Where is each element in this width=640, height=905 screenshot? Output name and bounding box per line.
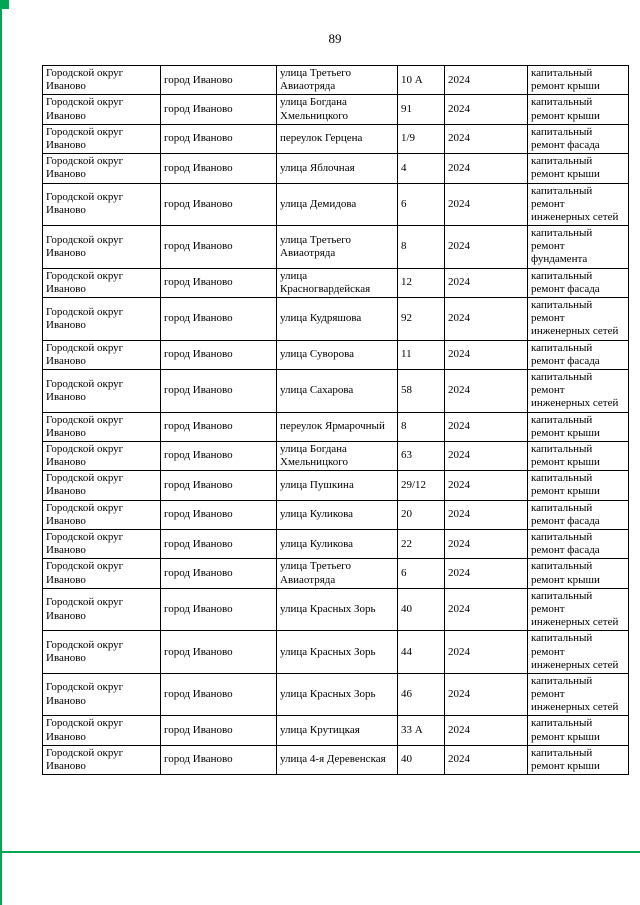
cell-year: 2024: [445, 183, 528, 226]
table-row: [43, 441, 629, 470]
bottom-margin-rule: [0, 851, 640, 853]
cell-repair-type: капитальный ремонт крыши: [528, 559, 629, 588]
cell-district: Городской округ Иваново: [43, 588, 161, 631]
cell-city: город Иваново: [161, 95, 277, 124]
cell-repair-type: капитальный ремонт инженерных сетей: [528, 588, 629, 631]
cell-street: улица Богдана Хмельницкого: [277, 95, 398, 124]
cell-repair-type: капитальный ремонт крыши: [528, 95, 629, 124]
cell-city: город Иваново: [161, 298, 277, 341]
cell-district: Городской округ Иваново: [43, 268, 161, 297]
cell-house-number: 40: [398, 588, 445, 631]
cell-street: улица Демидова: [277, 183, 398, 226]
cell-street: улица Красных Зорь: [277, 631, 398, 674]
cell-house-number: 20: [398, 500, 445, 529]
cell-house-number: 44: [398, 631, 445, 674]
table-row: [43, 369, 629, 412]
cell-year: 2024: [445, 95, 528, 124]
cell-street: улица Сахарова: [277, 369, 398, 412]
cell-year: 2024: [445, 268, 528, 297]
cell-city: город Иваново: [161, 471, 277, 500]
cell-city: город Иваново: [161, 631, 277, 674]
table-row: [43, 471, 629, 500]
cell-city: город Иваново: [161, 441, 277, 470]
cell-city: город Иваново: [161, 588, 277, 631]
cell-repair-type: капитальный ремонт инженерных сетей: [528, 369, 629, 412]
cell-house-number: 4: [398, 154, 445, 183]
cell-district: Городской округ Иваново: [43, 183, 161, 226]
cell-street: улица Куликова: [277, 530, 398, 559]
cell-repair-type: капитальный ремонт крыши: [528, 412, 629, 441]
cell-year: 2024: [445, 559, 528, 588]
cell-year: 2024: [445, 673, 528, 716]
cell-house-number: 33 А: [398, 716, 445, 745]
cell-city: город Иваново: [161, 673, 277, 716]
cell-district: Городской округ Иваново: [43, 226, 161, 269]
cell-house-number: 91: [398, 95, 445, 124]
left-margin-rule: [0, 0, 2, 905]
cell-house-number: 58: [398, 369, 445, 412]
cell-house-number: 92: [398, 298, 445, 341]
table-row: [43, 268, 629, 297]
cell-house-number: 63: [398, 441, 445, 470]
table-row: [43, 124, 629, 153]
cell-street: улица Пушкина: [277, 471, 398, 500]
cell-house-number: 1/9: [398, 124, 445, 153]
cell-year: 2024: [445, 441, 528, 470]
cell-repair-type: капитальный ремонт крыши: [528, 66, 629, 95]
cell-district: Городской округ Иваново: [43, 154, 161, 183]
cell-city: город Иваново: [161, 412, 277, 441]
table-row: [43, 298, 629, 341]
page-number: 89: [328, 31, 342, 46]
cell-street: переулок Герцена: [277, 124, 398, 153]
cell-city: город Иваново: [161, 340, 277, 369]
cell-house-number: 11: [398, 340, 445, 369]
cell-year: 2024: [445, 471, 528, 500]
cell-district: Городской округ Иваново: [43, 716, 161, 745]
cell-city: город Иваново: [161, 530, 277, 559]
cell-city: город Иваново: [161, 154, 277, 183]
cell-repair-type: капитальный ремонт крыши: [528, 745, 629, 774]
cell-district: Городской округ Иваново: [43, 471, 161, 500]
cell-street: улица Третьего Авиаотряда: [277, 559, 398, 588]
cell-year: 2024: [445, 226, 528, 269]
cell-year: 2024: [445, 588, 528, 631]
cell-district: Городской округ Иваново: [43, 66, 161, 95]
cell-year: 2024: [445, 369, 528, 412]
cell-city: город Иваново: [161, 226, 277, 269]
cell-repair-type: капитальный ремонт инженерных сетей: [528, 673, 629, 716]
cell-city: город Иваново: [161, 268, 277, 297]
cell-repair-type: капитальный ремонт крыши: [528, 154, 629, 183]
cell-repair-type: капитальный ремонт фундамента: [528, 226, 629, 269]
cell-repair-type: капитальный ремонт крыши: [528, 716, 629, 745]
cell-district: Городской округ Иваново: [43, 673, 161, 716]
cell-street: улица Красных Зорь: [277, 588, 398, 631]
table-row: [43, 183, 629, 226]
cell-street: улица Богдана Хмельницкого: [277, 441, 398, 470]
cell-house-number: 8: [398, 412, 445, 441]
table-row: [43, 412, 629, 441]
cell-year: 2024: [445, 530, 528, 559]
table-row: [43, 673, 629, 716]
cell-city: город Иваново: [161, 559, 277, 588]
cell-year: 2024: [445, 340, 528, 369]
cell-district: Городской округ Иваново: [43, 340, 161, 369]
cell-repair-type: капитальный ремонт фасада: [528, 340, 629, 369]
cell-district: Городской округ Иваново: [43, 95, 161, 124]
cell-street: улица Третьего Авиаотряда: [277, 226, 398, 269]
cell-repair-type: капитальный ремонт инженерных сетей: [528, 631, 629, 674]
cell-city: город Иваново: [161, 500, 277, 529]
cell-house-number: 22: [398, 530, 445, 559]
cell-district: Городской округ Иваново: [43, 369, 161, 412]
cell-year: 2024: [445, 124, 528, 153]
cell-repair-type: капитальный ремонт фасада: [528, 530, 629, 559]
cell-city: город Иваново: [161, 716, 277, 745]
cell-house-number: 6: [398, 183, 445, 226]
table-row: [43, 340, 629, 369]
table-row: [43, 154, 629, 183]
cell-house-number: 6: [398, 559, 445, 588]
cell-city: город Иваново: [161, 183, 277, 226]
cell-year: 2024: [445, 298, 528, 341]
cell-street: улица Третьего Авиаотряда: [277, 66, 398, 95]
cell-repair-type: капитальный ремонт инженерных сетей: [528, 183, 629, 226]
cell-street: улица Красных Зорь: [277, 673, 398, 716]
cell-district: Городской округ Иваново: [43, 745, 161, 774]
cell-street: переулок Ярмарочный: [277, 412, 398, 441]
cell-city: город Иваново: [161, 124, 277, 153]
table-row: [43, 559, 629, 588]
cell-district: Городской округ Иваново: [43, 298, 161, 341]
table-row: [43, 716, 629, 745]
cell-city: город Иваново: [161, 745, 277, 774]
table-row: [43, 66, 629, 95]
cell-year: 2024: [445, 66, 528, 95]
cell-street: улица Крутицкая: [277, 716, 398, 745]
cell-house-number: 46: [398, 673, 445, 716]
cell-street: улица 4-я Деревенская: [277, 745, 398, 774]
cell-district: Городской округ Иваново: [43, 412, 161, 441]
cell-street: улица Куликова: [277, 500, 398, 529]
cell-city: город Иваново: [161, 66, 277, 95]
address-table: [42, 65, 629, 775]
table-row: [43, 500, 629, 529]
table-row: [43, 588, 629, 631]
cell-district: Городской округ Иваново: [43, 631, 161, 674]
cell-district: Городской округ Иваново: [43, 124, 161, 153]
cell-city: город Иваново: [161, 369, 277, 412]
cell-year: 2024: [445, 154, 528, 183]
cell-house-number: 8: [398, 226, 445, 269]
cell-house-number: 10 А: [398, 66, 445, 95]
cell-street: улица Красногвардейская: [277, 268, 398, 297]
cell-house-number: 29/12: [398, 471, 445, 500]
cell-repair-type: капитальный ремонт фасада: [528, 268, 629, 297]
cell-repair-type: капитальный ремонт крыши: [528, 441, 629, 470]
table-row: [43, 226, 629, 269]
cell-district: Городской округ Иваново: [43, 441, 161, 470]
cell-street: улица Кудряшова: [277, 298, 398, 341]
cell-house-number: 40: [398, 745, 445, 774]
cell-district: Городской округ Иваново: [43, 530, 161, 559]
table-row: [43, 631, 629, 674]
cell-street: улица Яблочная: [277, 154, 398, 183]
cell-year: 2024: [445, 716, 528, 745]
cell-repair-type: капитальный ремонт крыши: [528, 471, 629, 500]
cell-street: улица Суворова: [277, 340, 398, 369]
table-row: [43, 745, 629, 774]
cell-repair-type: капитальный ремонт фасада: [528, 124, 629, 153]
cell-year: 2024: [445, 745, 528, 774]
cell-district: Городской округ Иваново: [43, 559, 161, 588]
cell-house-number: 12: [398, 268, 445, 297]
address-table-body: [43, 66, 629, 775]
table-row: [43, 530, 629, 559]
cell-year: 2024: [445, 412, 528, 441]
cell-year: 2024: [445, 631, 528, 674]
cell-year: 2024: [445, 500, 528, 529]
cell-repair-type: капитальный ремонт инженерных сетей: [528, 298, 629, 341]
cell-repair-type: капитальный ремонт фасада: [528, 500, 629, 529]
table-row: [43, 95, 629, 124]
cell-district: Городской округ Иваново: [43, 500, 161, 529]
